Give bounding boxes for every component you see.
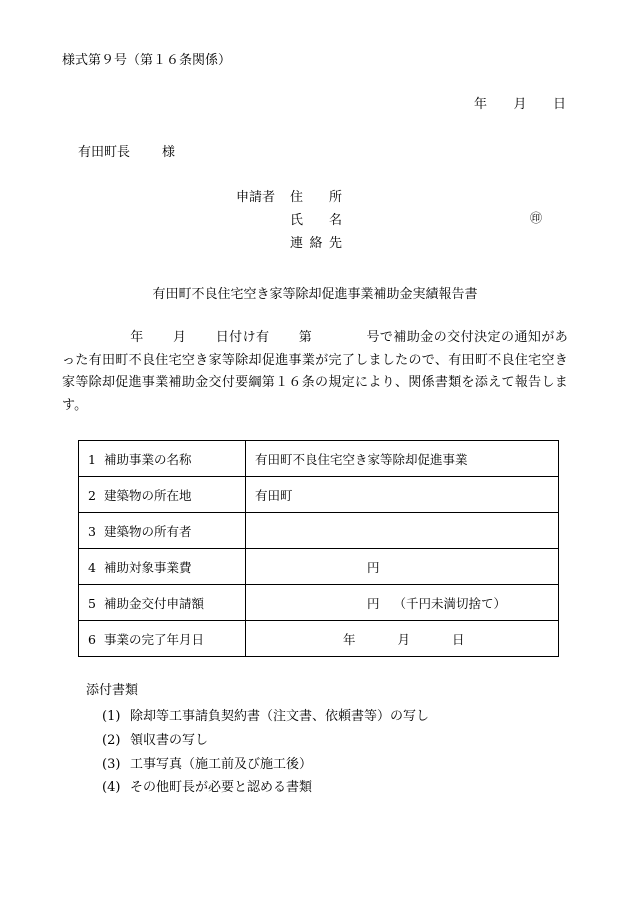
body-month: 月 bbox=[172, 330, 187, 345]
body-text: 号で補助金の交付決定の通知があった有田町不良住宅空き家等除却促進事業が完了しましたので、有田町不良住宅空き家等除却促進事業補助金交付要綱第１６条の規定により、関係書類を添えて報告します。 bbox=[62, 330, 569, 413]
addressee-name: 有田町長 bbox=[78, 145, 131, 160]
body-paragraph bbox=[62, 327, 568, 417]
table-row bbox=[79, 621, 559, 657]
seal-mark: ㊞ bbox=[530, 211, 543, 225]
date-day-label: 日 bbox=[552, 97, 566, 112]
table-row bbox=[79, 513, 559, 549]
row-label: 3 建築物の所有者 bbox=[79, 513, 246, 549]
name-label-char: 氏 bbox=[290, 213, 304, 228]
report-table bbox=[78, 440, 559, 657]
row-value bbox=[246, 513, 559, 549]
address-label-char: 住 bbox=[290, 190, 304, 205]
table-row bbox=[79, 585, 559, 621]
body-number-prefix: 第 bbox=[298, 330, 313, 345]
contact-label bbox=[290, 237, 342, 250]
submission-date bbox=[474, 98, 566, 111]
addressee-honorific: 様 bbox=[162, 145, 176, 160]
row-label: 1 補助事業の名称 bbox=[79, 441, 246, 477]
address-label bbox=[290, 191, 342, 204]
list-item: (2) 領収書の写し bbox=[102, 733, 209, 748]
table-row bbox=[79, 441, 559, 477]
name-label-char: 名 bbox=[328, 213, 342, 228]
table-row bbox=[79, 549, 559, 585]
attachments-title: 添付書類 bbox=[86, 683, 139, 698]
row-label: 5 補助金交付申請額 bbox=[79, 585, 246, 621]
name-label bbox=[290, 214, 342, 227]
body-dated: 日付け有 bbox=[215, 330, 270, 345]
list-item: (1) 除却等工事請負契約書（注文書、依頼書等）の写し bbox=[102, 709, 430, 724]
row-label: 4 補助対象事業費 bbox=[79, 549, 246, 585]
contact-label-char: 先 bbox=[328, 236, 342, 251]
body-year: 年 bbox=[130, 330, 144, 345]
rounding-note: （千円未満切捨て） bbox=[393, 595, 507, 611]
row-value: 有田町不良住宅空き家等除却促進事業 bbox=[246, 441, 559, 477]
row-label: 2 建築物の所在地 bbox=[79, 477, 246, 513]
row-value: 円 bbox=[246, 549, 559, 585]
document-title: 有田町不良住宅空き家等除却促進事業補助金実績報告書 bbox=[152, 287, 478, 302]
completion-date-value: 年 月 日 bbox=[246, 621, 559, 657]
addressee bbox=[78, 146, 175, 159]
applicant-label: 申請者 bbox=[236, 190, 276, 205]
form-number: 様式第９号（第１６条関係） bbox=[62, 53, 232, 68]
date-month-label: 月 bbox=[513, 97, 527, 112]
row-label: 6 事業の完了年月日 bbox=[79, 621, 246, 657]
table-row bbox=[79, 477, 559, 513]
address-label-char: 所 bbox=[328, 190, 342, 205]
date-year-label: 年 bbox=[474, 97, 488, 112]
row-value: 有田町 bbox=[246, 477, 559, 513]
list-item: (3) 工事写真（施工前及び施工後） bbox=[102, 757, 313, 772]
row-value: 円 （千円未満切捨て） bbox=[246, 585, 559, 621]
contact-label-char: 連 bbox=[290, 236, 304, 251]
list-item: (4) その他町長が必要と認める書類 bbox=[102, 780, 313, 795]
contact-label-char: 絡 bbox=[309, 236, 323, 251]
